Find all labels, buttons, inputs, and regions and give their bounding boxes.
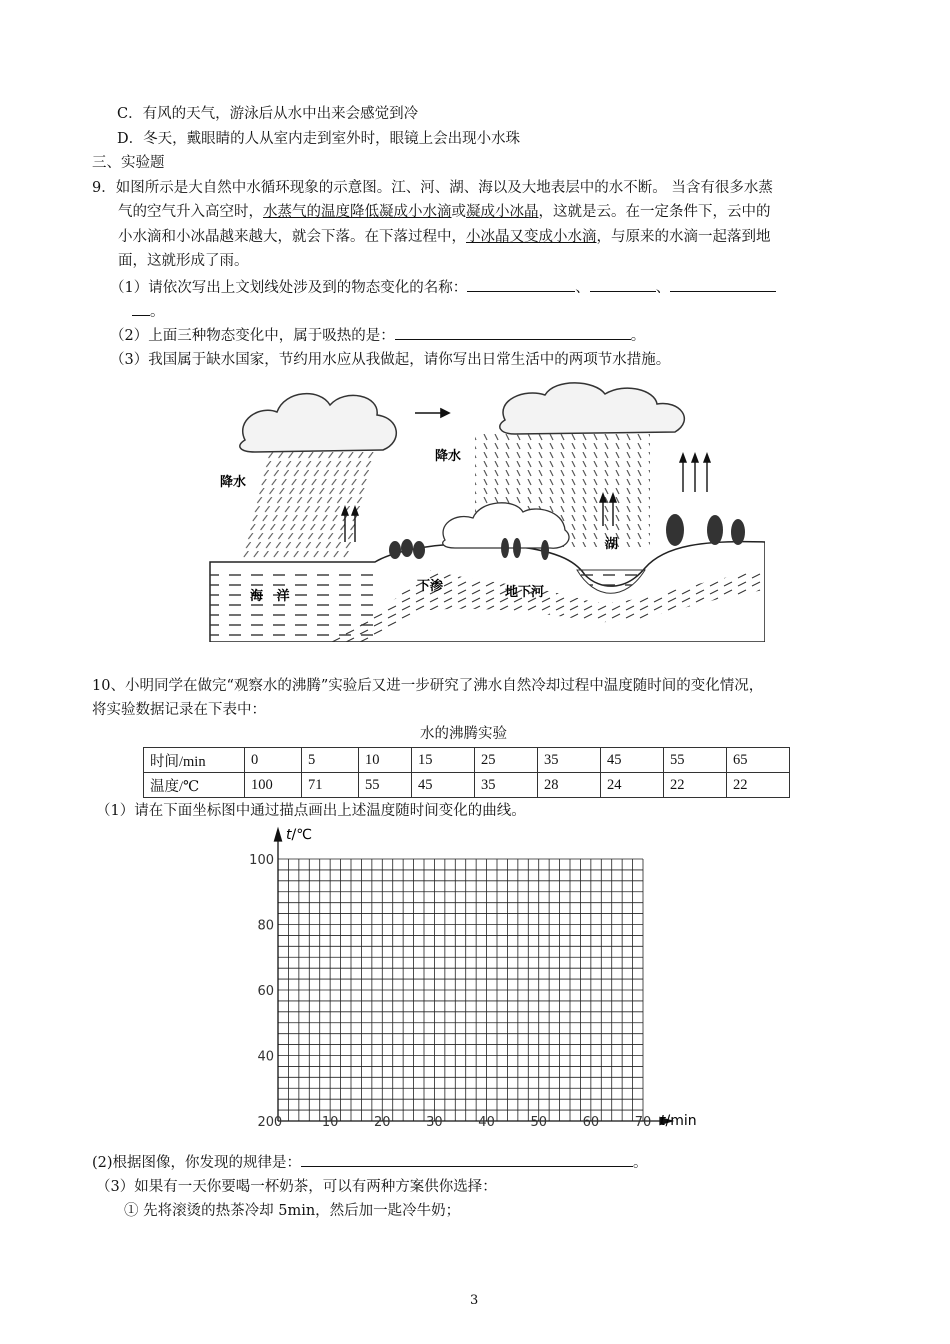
section-title: 三、实验题: [92, 155, 165, 171]
label-lake: 湖: [605, 537, 619, 552]
time-cell: 25: [475, 748, 538, 773]
q9-line3: 小水滴和小冰晶越来越大，就会下落。在下落过程中，小冰晶又变成小水滴，与原来的水滴一起落到地: [118, 229, 771, 245]
q9-sub3: （3）我国属于缺水国家，节约用水应从我做起，请你写出日常生活中的两项节水措施。: [110, 352, 671, 368]
label-underground-river: 地下河: [505, 585, 545, 600]
temp-cell: 71: [302, 773, 359, 798]
q10-line2: 将实验数据记录在下表中：: [92, 702, 266, 718]
x-tick-label: 70: [634, 1115, 652, 1130]
q9-sub1: （1）请依次写出上文划线处涉及到的物态变化的名称： 、 、: [110, 277, 776, 298]
x-tick-label: 40: [478, 1115, 495, 1130]
q9-line4: 面，这就形成了雨。: [118, 253, 249, 269]
answer-blank-3-cont[interactable]: [132, 301, 150, 316]
water-cycle-diagram: [205, 380, 765, 642]
q9-sub1-cont: 。: [132, 301, 165, 322]
q10-sub3: （3）如果有一天你要喝一杯奶茶，可以有两种方案供你选择：: [96, 1179, 497, 1195]
x-tick-label: 30: [426, 1115, 443, 1130]
temp-cell: 28: [538, 773, 601, 798]
cloud-right: [500, 383, 685, 434]
y-tick-label: 60: [257, 984, 274, 999]
y-tick-label: 20: [257, 1115, 274, 1130]
answer-blank-endothermic[interactable]: [395, 325, 631, 340]
temp-cell: 100: [245, 773, 302, 798]
q10-sub1: （1）请在下面坐标图中通过描点画出上述温度随时间变化的曲线。: [96, 803, 526, 819]
row-label-time: 时间/min: [144, 748, 245, 773]
temp-cell: 35: [475, 773, 538, 798]
time-cell: 65: [727, 748, 790, 773]
underline-3: 小冰晶又变成小水滴: [466, 229, 597, 245]
time-cell: 45: [601, 748, 664, 773]
option-c: C．有风的天气，游泳后从水中出来会感觉到冷: [117, 106, 419, 122]
temp-cell: 45: [412, 773, 475, 798]
underline-1: 水蒸气的温度降低凝成小水滴: [263, 204, 452, 220]
data-table: [143, 747, 790, 798]
label-seep: 下渗: [417, 579, 444, 594]
x-tick-label: 0: [273, 1115, 283, 1130]
label-rain-right: 降水: [435, 449, 462, 464]
temp-cell: 22: [664, 773, 727, 798]
graph-grid: [278, 859, 643, 1121]
rain-left-area: [240, 450, 377, 560]
q10-line1: 10、小明同学在做完“观察水的沸腾”实验后又进一步研究了沸水自然冷却过程中温度随时间的变化情况，: [92, 678, 764, 694]
label-rain-left: 降水: [220, 475, 247, 490]
x-tick-label: 60: [582, 1115, 600, 1130]
x-tick-label: 10: [321, 1115, 339, 1130]
option-d: D．冬天，戴眼睛的人从室内走到室外时，眼镜上会出现小水珠: [117, 131, 521, 147]
time-cell: 15: [412, 748, 475, 773]
q10-sub2: (2)根据图像，你发现的规律是： 。: [92, 1152, 648, 1173]
temperature-graph[interactable]: [240, 825, 710, 1135]
table-title: 水的沸腾实验: [420, 726, 507, 742]
time-cell: 55: [664, 748, 727, 773]
cloud-left: [240, 394, 397, 452]
answer-blank-1[interactable]: [467, 277, 575, 292]
table-row: [144, 773, 790, 798]
wind-arrow-icon: [415, 409, 449, 417]
answer-blank-2[interactable]: [590, 277, 656, 292]
time-cell: 10: [359, 748, 412, 773]
y-tick-label: 80: [257, 918, 274, 934]
x-axis-label: t/min: [660, 1113, 697, 1129]
q9-sub2: （2）上面三种物态变化中，属于吸热的是： 。: [110, 325, 645, 346]
temp-cell: 24: [601, 773, 664, 798]
y-axis-label: t/℃: [286, 827, 312, 843]
time-cell: 5: [302, 748, 359, 773]
temp-cell: 22: [727, 773, 790, 798]
page-number: 3: [470, 1293, 479, 1308]
answer-blank-pattern[interactable]: [301, 1152, 633, 1167]
ocean-area: [210, 566, 375, 636]
label-ocean: 海 洋: [250, 589, 290, 604]
x-tick-label: 20: [374, 1115, 391, 1130]
answer-blank-3[interactable]: [670, 277, 776, 292]
q10-option1: ① 先将滚烫的热茶冷却 5min，然后加一匙冷牛奶；: [124, 1203, 461, 1219]
table-row: [144, 748, 790, 773]
underline-2: 凝成小冰晶: [466, 204, 539, 220]
y-tick-label: 100: [249, 853, 274, 868]
temp-cell: 55: [359, 773, 412, 798]
time-cell: 0: [245, 748, 302, 773]
time-cell: 35: [538, 748, 601, 773]
q9-line2: 气的空气升入高空时，水蒸气的温度降低凝成小水滴或凝成小冰晶，这就是云。在一定条件下，云中的: [118, 204, 771, 220]
q9-line1: 9．如图所示是大自然中水循环现象的示意图。江、河、湖、海以及大地表层中的水不断。 当含有很多水蒸: [92, 180, 773, 196]
row-label-temp: 温度/℃: [144, 773, 245, 798]
x-tick-label: 50: [530, 1115, 547, 1130]
y-tick-label: 40: [257, 1049, 274, 1065]
